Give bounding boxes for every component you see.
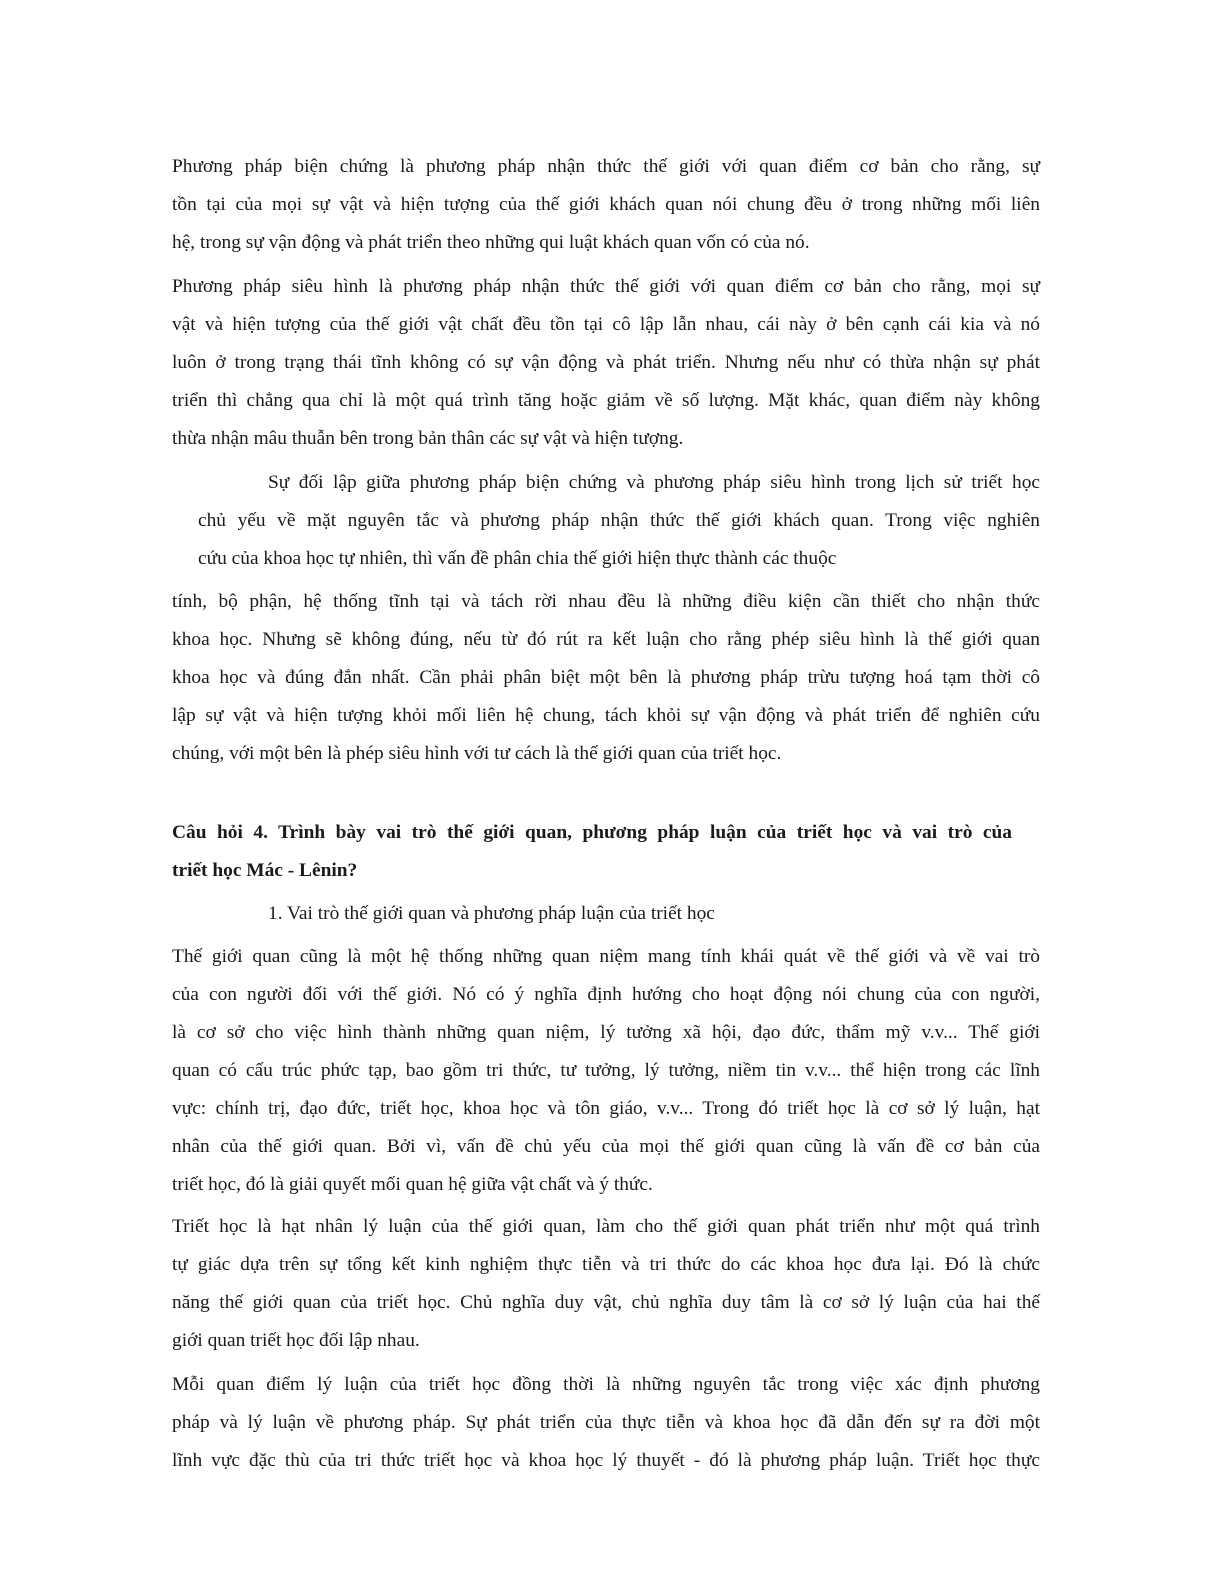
- text-line: Sự đối lập giữa phương pháp biện chứng và phương pháp siêu hình trong lịch sử triết học: [268, 472, 1040, 493]
- text-line: pháp và lý luận về phương pháp. Sự phát triển của thực tiễn và khoa học đã dẫn đến sự ra đời một: [172, 1412, 1040, 1433]
- text-line: vực: chính trị, đạo đức, triết học, khoa học và tôn giáo, v.v... Trong đó triết học là cơ sở lý luận, hạt: [172, 1098, 1040, 1119]
- text-line: triển thì chẳng qua chỉ là một quá trình tăng hoặc giảm về số lượng. Mặt khác, quan điểm này không: [172, 390, 1040, 411]
- text-line: giới quan triết học đối lập nhau.: [172, 1330, 420, 1351]
- text-line: triết học, đó là giải quyết mối quan hệ giữa vật chất và ý thức.: [172, 1174, 653, 1195]
- question-line: Câu hỏi 4. Trình bày vai trò thế giới quan, phương pháp luận của triết học và vai trò của: [172, 822, 1012, 843]
- text-line: khoa học và đúng đắn nhất. Cần phải phân biệt một bên là phương pháp trừu tượng hoá tạm thời cô: [172, 667, 1040, 688]
- text-line: Phương pháp siêu hình là phương pháp nhận thức thế giới với quan điểm cơ bản cho rằng, mọi sự: [172, 276, 1040, 297]
- text-line: thừa nhận mâu thuẫn bên trong bản thân các sự vật và hiện tượng.: [172, 428, 684, 449]
- text-line: Phương pháp biện chứng là phương pháp nhận thức thế giới với quan điểm cơ bản cho rằng, sự: [172, 156, 1040, 177]
- text-line: năng thế giới quan của triết học. Chủ nghĩa duy vật, chủ nghĩa duy tâm là cơ sở lý luận của hai thế: [172, 1292, 1040, 1313]
- text-line: cứu của khoa học tự nhiên, thì vấn đề phân chia thế giới hiện thực thành các thuộc: [198, 548, 837, 569]
- text-line: vật và hiện tượng của thế giới vật chất đều tồn tại cô lập lẫn nhau, cái này ở bên cạnh cái kia và nó: [172, 314, 1040, 335]
- text-line: quan có cấu trúc phức tạp, bao gồm tri thức, tư tưởng, lý tưởng, niềm tin v.v... thể hiện trong các lĩnh: [172, 1060, 1040, 1081]
- text-line: tự giác dựa trên sự tổng kết kinh nghiệm thực tiễn và tri thức do các khoa học đưa lại. Đó là chức: [172, 1254, 1040, 1275]
- text-line: hệ, trong sự vận động và phát triển theo những qui luật khách quan vốn có của nó.: [172, 232, 810, 253]
- section-subheading: 1. Vai trò thế giới quan và phương pháp luận của triết học: [268, 903, 715, 924]
- text-line: Mỗi quan điểm lý luận của triết học đồng thời là những nguyên tắc trong việc xác định phương: [172, 1374, 1040, 1395]
- text-line: lĩnh vực đặc thù của tri thức triết học và khoa học lý thuyết - đó là phương pháp luận. Triết học thực: [172, 1450, 1040, 1471]
- text-line: chủ yếu về mặt nguyên tắc và phương pháp nhận thức thế giới khách quan. Trong việc nghiên: [198, 510, 1040, 531]
- text-line: luôn ở trong trạng thái tĩnh không có sự vận động và phát triển. Nhưng nếu như có thừa nhận sự phát: [172, 352, 1040, 373]
- text-line: lập sự vật và hiện tượng khỏi mối liên hệ chung, tách khỏi sự vận động và phát triển để nghiên cứu: [172, 705, 1040, 726]
- text-line: khoa học. Nhưng sẽ không đúng, nếu từ đó rút ra kết luận cho rằng phép siêu hình là thế giới quan: [172, 629, 1040, 650]
- text-line: là cơ sở cho việc hình thành những quan niệm, lý tưởng xã hội, đạo đức, thẩm mỹ v.v... Thế giới: [172, 1022, 1040, 1043]
- text-line: của con người đối với thế giới. Nó có ý nghĩa định hướng cho hoạt động nói chung của con người,: [172, 984, 1040, 1005]
- text-line: chúng, với một bên là phép siêu hình với tư cách là thế giới quan của triết học.: [172, 743, 782, 764]
- text-line: Thế giới quan cũng là một hệ thống những quan niệm mang tính khái quát về thế giới và về vai trò: [172, 946, 1040, 967]
- text-line: tính, bộ phận, hệ thống tĩnh tại và tách rời nhau đều là những điều kiện cần thiết cho nhận thức: [172, 591, 1040, 612]
- text-line: Triết học là hạt nhân lý luận của thế giới quan, làm cho thế giới quan phát triển như một quá trình: [172, 1216, 1040, 1237]
- text-line: tồn tại của mọi sự vật và hiện tượng của thế giới khách quan nói chung đều ở trong những mối liên: [172, 194, 1040, 215]
- text-line: nhân của thế giới quan. Bởi vì, vấn đề chủ yếu của mọi thế giới quan cũng là vấn đề cơ bản của: [172, 1136, 1040, 1157]
- question-line: triết học Mác - Lênin?: [172, 860, 358, 881]
